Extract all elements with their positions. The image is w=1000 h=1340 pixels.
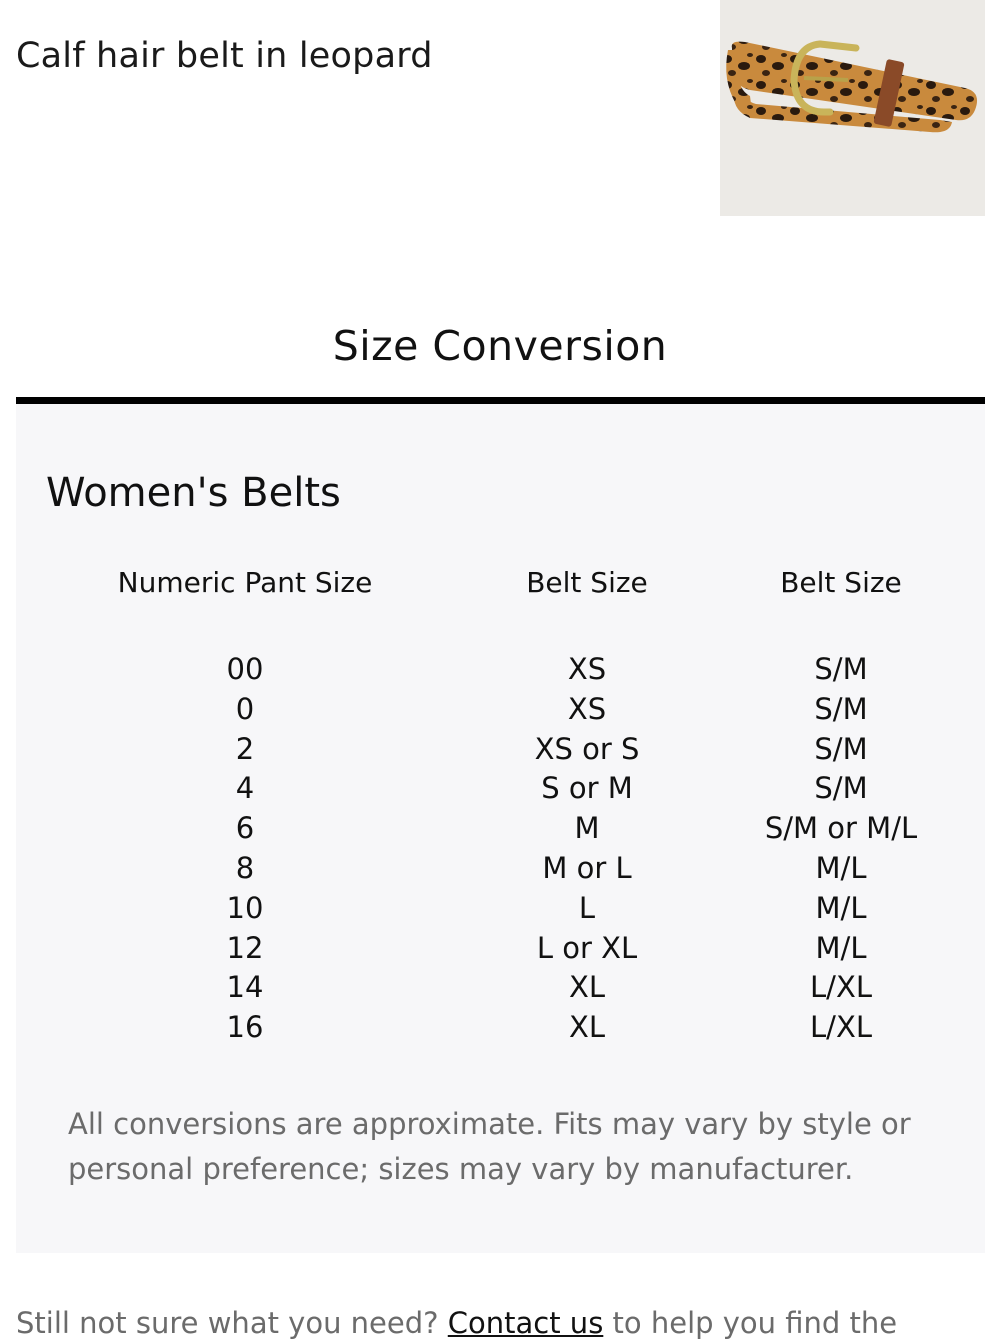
belt-size-alt-cell: S/M <box>814 691 868 726</box>
help-text <box>16 1306 996 1340</box>
pant-size-cell: 4 <box>235 771 255 806</box>
contact-us-link[interactable]: Contact us <box>447 1306 604 1340</box>
belt-size-alt-cell: L/XL <box>810 1010 872 1045</box>
help-text-prefix: Still not sure what you need? <box>16 1306 448 1340</box>
belt-size-alt-cell: M/L <box>815 890 867 925</box>
pant-size-cell: 00 <box>226 652 264 686</box>
table-row <box>16 929 985 969</box>
belt-size-alt-cell: S/M or M/L <box>764 811 918 846</box>
table-row <box>16 1008 985 1048</box>
belt-size-cell: XL <box>568 1010 606 1045</box>
belt-size-cell: S or M <box>541 771 633 806</box>
table-row <box>16 769 985 809</box>
pant-size-cell: 0 <box>235 691 255 726</box>
belt-size-cell: L <box>578 890 596 925</box>
leopard-belt-icon <box>720 0 985 216</box>
belt-size-alt-cell: M/L <box>815 850 867 885</box>
pant-size-cell: 8 <box>235 850 255 885</box>
table-row <box>16 730 985 770</box>
size-chart-panel <box>16 404 985 1253</box>
product-image[interactable] <box>720 0 985 216</box>
belt-size-cell: M <box>574 811 600 846</box>
belt-size-cell: XS or S <box>534 731 640 766</box>
column-header-belt-size: Belt Size <box>526 566 648 599</box>
column-header-numeric-pant-size: Numeric Pant Size <box>117 566 373 599</box>
belt-size-cell: XL <box>568 970 606 1005</box>
belt-size-alt-cell: L/XL <box>810 970 872 1005</box>
pant-size-cell: 2 <box>235 731 255 766</box>
approximation-note: All conversions are approximate. Fits may vary by style or personal preference; sizes may vary by manufacturer. <box>68 1107 911 1186</box>
pant-size-cell: 6 <box>235 811 255 846</box>
panel-title: Women's Belts <box>46 470 341 516</box>
help-text-suffix: to help you find the <box>603 1306 898 1340</box>
pant-size-cell: 10 <box>226 890 264 925</box>
product-title: Calf hair belt in leopard <box>16 36 433 76</box>
table-row <box>16 968 985 1008</box>
table-row <box>16 690 985 730</box>
pant-size-cell: 14 <box>226 970 264 1005</box>
column-header-belt-size-alt: Belt Size <box>780 566 902 599</box>
size-conversion-heading: Size Conversion <box>332 322 668 370</box>
table-row <box>16 809 985 849</box>
table-row <box>16 849 985 889</box>
belt-size-cell: XS <box>567 652 607 686</box>
size-table-body <box>16 650 985 1048</box>
table-row <box>16 889 985 929</box>
table-row <box>16 650 985 690</box>
belt-size-cell: L or XL <box>536 930 638 965</box>
pant-size-cell: 12 <box>226 930 264 965</box>
belt-size-alt-cell: S/M <box>814 731 868 766</box>
pant-size-cell: 16 <box>226 1010 264 1045</box>
belt-size-alt-cell: S/M <box>814 771 868 806</box>
heading-divider <box>16 397 985 404</box>
belt-size-alt-cell: M/L <box>815 930 867 965</box>
belt-size-cell: M or L <box>542 850 632 885</box>
belt-size-cell: XS <box>567 691 607 726</box>
belt-size-alt-cell: S/M <box>814 652 868 686</box>
